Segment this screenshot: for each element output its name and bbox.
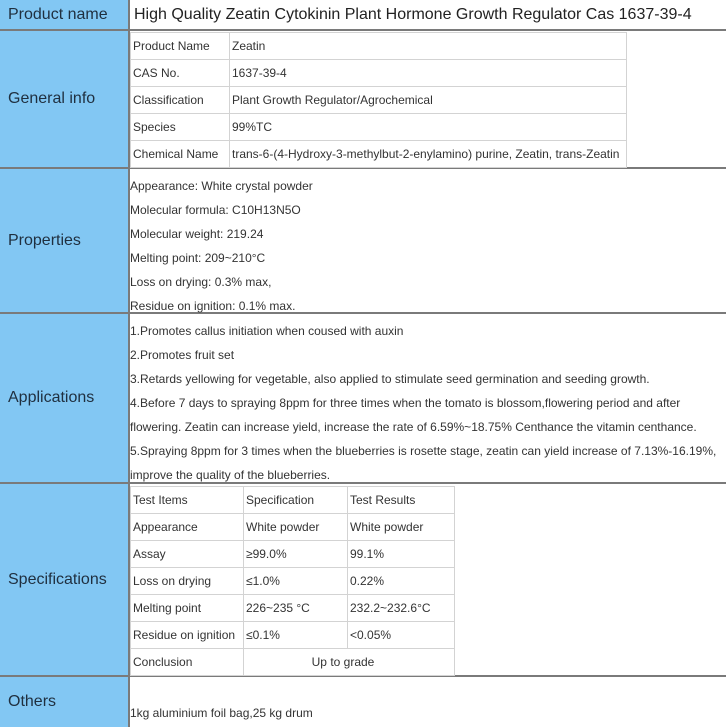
others-text: 1kg aluminium foil bag,25 kg drum xyxy=(130,706,313,720)
list-item: Loss on drying: 0.3% max, xyxy=(130,275,272,289)
general-key: Chemical Name xyxy=(131,141,230,168)
table-cell: White powder xyxy=(244,514,348,541)
column-header: Test Items xyxy=(131,487,244,514)
specifications-label: Specifications xyxy=(0,484,128,675)
table-cell: Assay xyxy=(131,541,244,568)
list-item: 3.Retards yellowing for vegetable, also applied to stimulate seed germination and seeding growth. xyxy=(130,372,650,386)
table-row xyxy=(131,33,627,60)
general-value: 1637-39-4 xyxy=(230,60,627,87)
specifications-table xyxy=(130,486,455,676)
conclusion-label: Conclusion xyxy=(131,649,244,676)
table-cell: Appearance xyxy=(131,514,244,541)
list-item: Residue on ignition: 0.1% max. xyxy=(130,299,296,313)
table-cell: 226~235 °C xyxy=(244,595,348,622)
product-name-label: Product name xyxy=(0,0,128,29)
table-row xyxy=(131,568,455,595)
list-item: Molecular weight: 219.24 xyxy=(130,227,264,241)
list-item: 4.Before 7 days to spraying 8ppm for three times when the tomato is blossom,flowering period and after xyxy=(130,396,681,410)
table-row xyxy=(131,595,455,622)
table-cell: White powder xyxy=(348,514,455,541)
table-row xyxy=(131,514,455,541)
list-item: 2.Promotes fruit set xyxy=(130,348,235,362)
table-cell: Loss on drying xyxy=(131,568,244,595)
divider xyxy=(0,312,726,314)
applications-label: Applications xyxy=(0,314,128,482)
others-label: Others xyxy=(0,677,128,727)
properties-list xyxy=(130,174,313,318)
general-key: Species xyxy=(131,114,230,141)
general-key: Classification xyxy=(131,87,230,114)
table-cell: <0.05% xyxy=(348,622,455,649)
column-header: Test Results xyxy=(348,487,455,514)
table-row xyxy=(131,114,627,141)
table-cell: ≥99.0% xyxy=(244,541,348,568)
list-item: flowering. Zeatin can increase yield, increase the rate of 6.59%~18.75% Centhance the vitamin centhance. xyxy=(130,420,697,434)
table-cell: ≤0.1% xyxy=(244,622,348,649)
general-value: 99%TC xyxy=(230,114,627,141)
table-cell: 0.22% xyxy=(348,568,455,595)
table-row xyxy=(131,87,627,114)
table-cell: Melting point xyxy=(131,595,244,622)
table-row xyxy=(131,60,627,87)
properties-label: Properties xyxy=(0,169,128,312)
list-item: Molecular formula: C10H13N5O xyxy=(130,203,301,217)
applications-list xyxy=(130,319,716,487)
table-cell: Residue on ignition xyxy=(131,622,244,649)
table-cell: 99.1% xyxy=(348,541,455,568)
table-row xyxy=(131,487,455,514)
column-header: Specification xyxy=(244,487,348,514)
table-row xyxy=(131,649,455,676)
general-value: trans-6-(4-Hydroxy-3-methylbut-2-enylamino) purine, Zeatin, trans-Zeatin xyxy=(230,141,627,168)
general-info-table xyxy=(130,32,627,168)
general-value: Zeatin xyxy=(230,33,627,60)
list-item: improve the quality of the blueberries. xyxy=(130,468,331,482)
general-info-label: General info xyxy=(0,31,128,167)
table-row xyxy=(131,622,455,649)
table-cell: ≤1.0% xyxy=(244,568,348,595)
general-value: Plant Growth Regulator/Agrochemical xyxy=(230,87,627,114)
list-item: Appearance: White crystal powder xyxy=(130,179,313,193)
list-item: 5.Spraying 8ppm for 3 times when the blueberries is rosette stage, zeatin can yield increase of 7.13%-16.19%, xyxy=(130,444,717,458)
table-row xyxy=(131,141,627,168)
general-key: CAS No. xyxy=(131,60,230,87)
list-item: 1.Promotes callus initiation when coused with auxin xyxy=(130,324,404,338)
general-key: Product Name xyxy=(131,33,230,60)
list-item: Melting point: 209~210°C xyxy=(130,251,266,265)
table-cell: 232.2~232.6°C xyxy=(348,595,455,622)
table-row xyxy=(131,541,455,568)
page-title: High Quality Zeatin Cytokinin Plant Hormone Growth Regulator Cas 1637-39-4 xyxy=(134,6,692,23)
conclusion-value: Up to grade xyxy=(244,649,455,676)
